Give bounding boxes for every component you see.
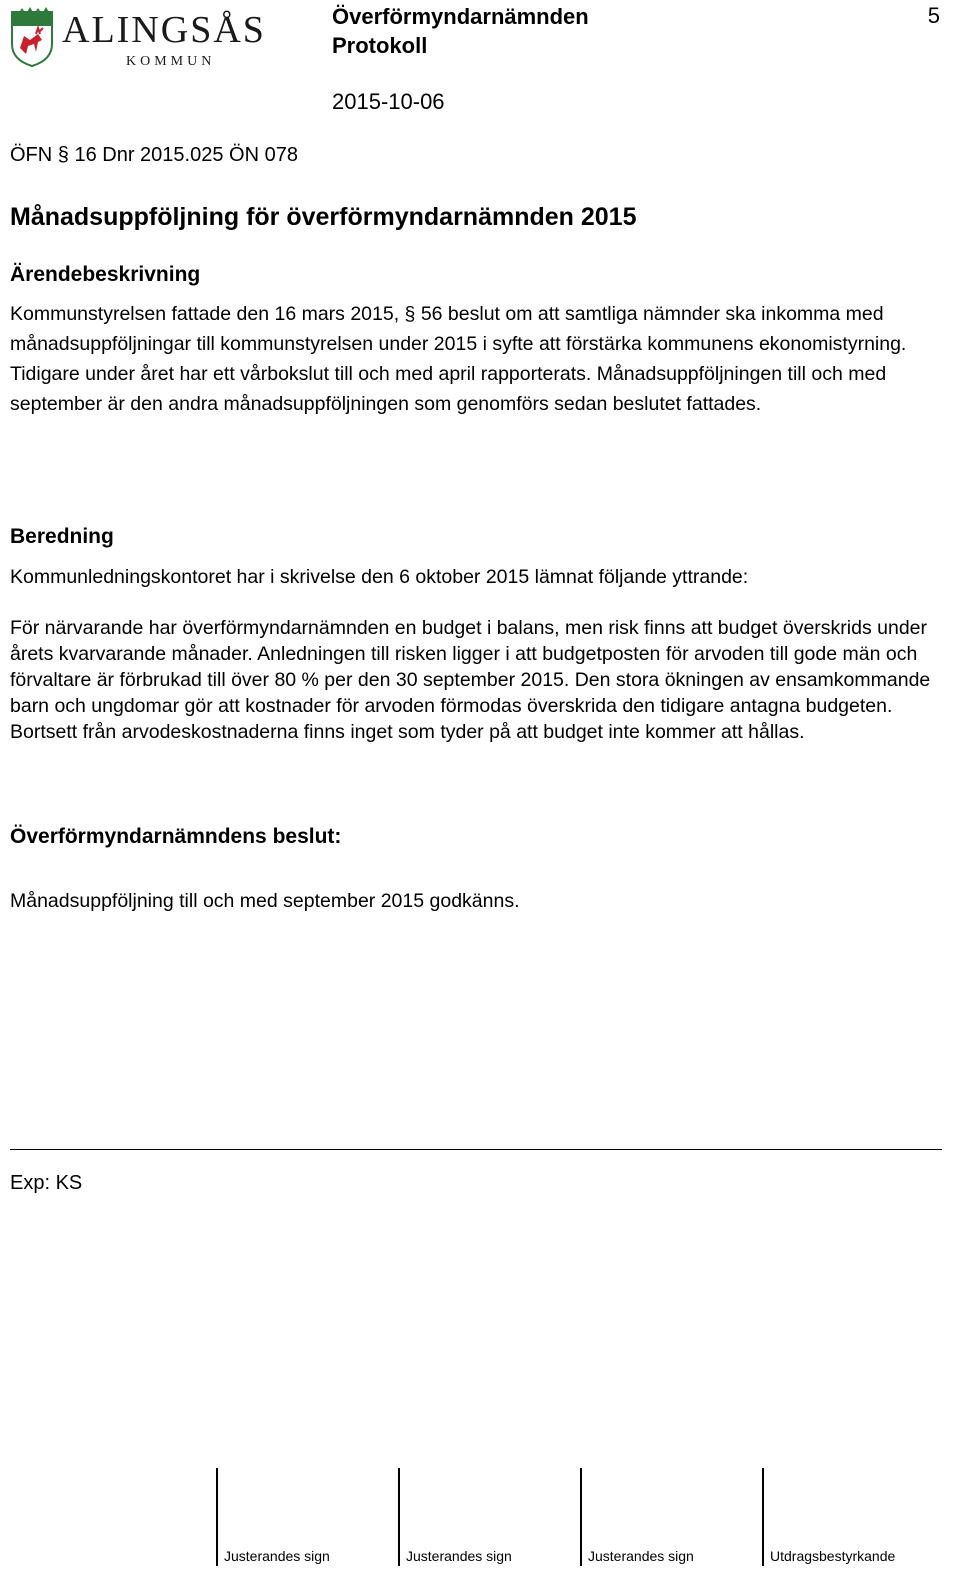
arende-text: Kommunstyrelsen fattade den 16 mars 2015, § 56 beslut om att samtliga nämnder ska inkomma med månadsuppföljningar till kommunstyrelsen under 2015 i syfte att förstärka kommunens ekonomistyrning. Tidigare under året har ett vårbokslut till och med april rapporterats. Månadsuppföljningen till och med september är den andra månadsuppföljningen som genomförs sedan beslutet fattades. xyxy=(10,303,907,415)
signature-box xyxy=(762,1468,896,1566)
signature-box xyxy=(398,1468,512,1566)
document-subtitle: Protokoll xyxy=(332,33,428,58)
signature-box xyxy=(580,1468,694,1566)
beredning-heading: Beredning xyxy=(10,525,114,548)
arende-heading: Ärendebeskrivning xyxy=(10,263,201,286)
signature-label: Justerandes sign xyxy=(588,1548,694,1564)
meeting-date: 2015-10-06 xyxy=(332,89,445,114)
signature-boxes xyxy=(216,1468,944,1566)
signature-label: Justerandes sign xyxy=(406,1548,512,1564)
page-number: 5 xyxy=(927,3,940,28)
beslut-heading: Överförmyndarnämndens beslut: xyxy=(10,825,342,848)
beredning-text: För närvarande har överförmyndarnämnden en budget i balans, men risk finns att budget överskrids under årets kvarvarande månader. Anledningen till risken ligger i att budgetposten för arvoden till gode män och förvaltare är förbrukad till över 80 % per den 30 september 2015. Den stora ökningen av ensamkommande barn och ungdomar gör att kostnader för arvoden förmodas överskrida den tidigare antagna budgeten. Bortsett från arvodeskostnaderna finns inget som tyder på att budget inte kommer att hållas. xyxy=(10,617,931,743)
coat-of-arms-icon xyxy=(8,4,298,70)
page-heading: Månadsuppföljning för överförmyndarnämnden 2015 xyxy=(10,203,637,231)
case-reference: ÖFN § 16 Dnr 2015.025 ÖN 078 xyxy=(10,144,298,166)
document-title: Överförmyndarnämnden xyxy=(332,4,589,29)
beredning-intro: Kommunledningskontoret har i skrivelse den 6 oktober 2015 lämnat följande yttrande: xyxy=(10,566,749,588)
expedition-note: Exp: KS xyxy=(10,1172,83,1194)
logo-name: ALINGSÅS xyxy=(62,9,266,51)
footer-divider xyxy=(10,1149,942,1150)
signature-label: Utdragsbestyrkande xyxy=(770,1548,896,1564)
alingsas-kommun-logo xyxy=(8,4,298,70)
signature-box xyxy=(216,1468,330,1566)
logo-sub: KOMMUN xyxy=(126,54,216,69)
signature-label: Justerandes sign xyxy=(224,1548,330,1564)
beslut-text: Månadsuppföljning till och med september 2015 godkänns. xyxy=(10,890,520,912)
